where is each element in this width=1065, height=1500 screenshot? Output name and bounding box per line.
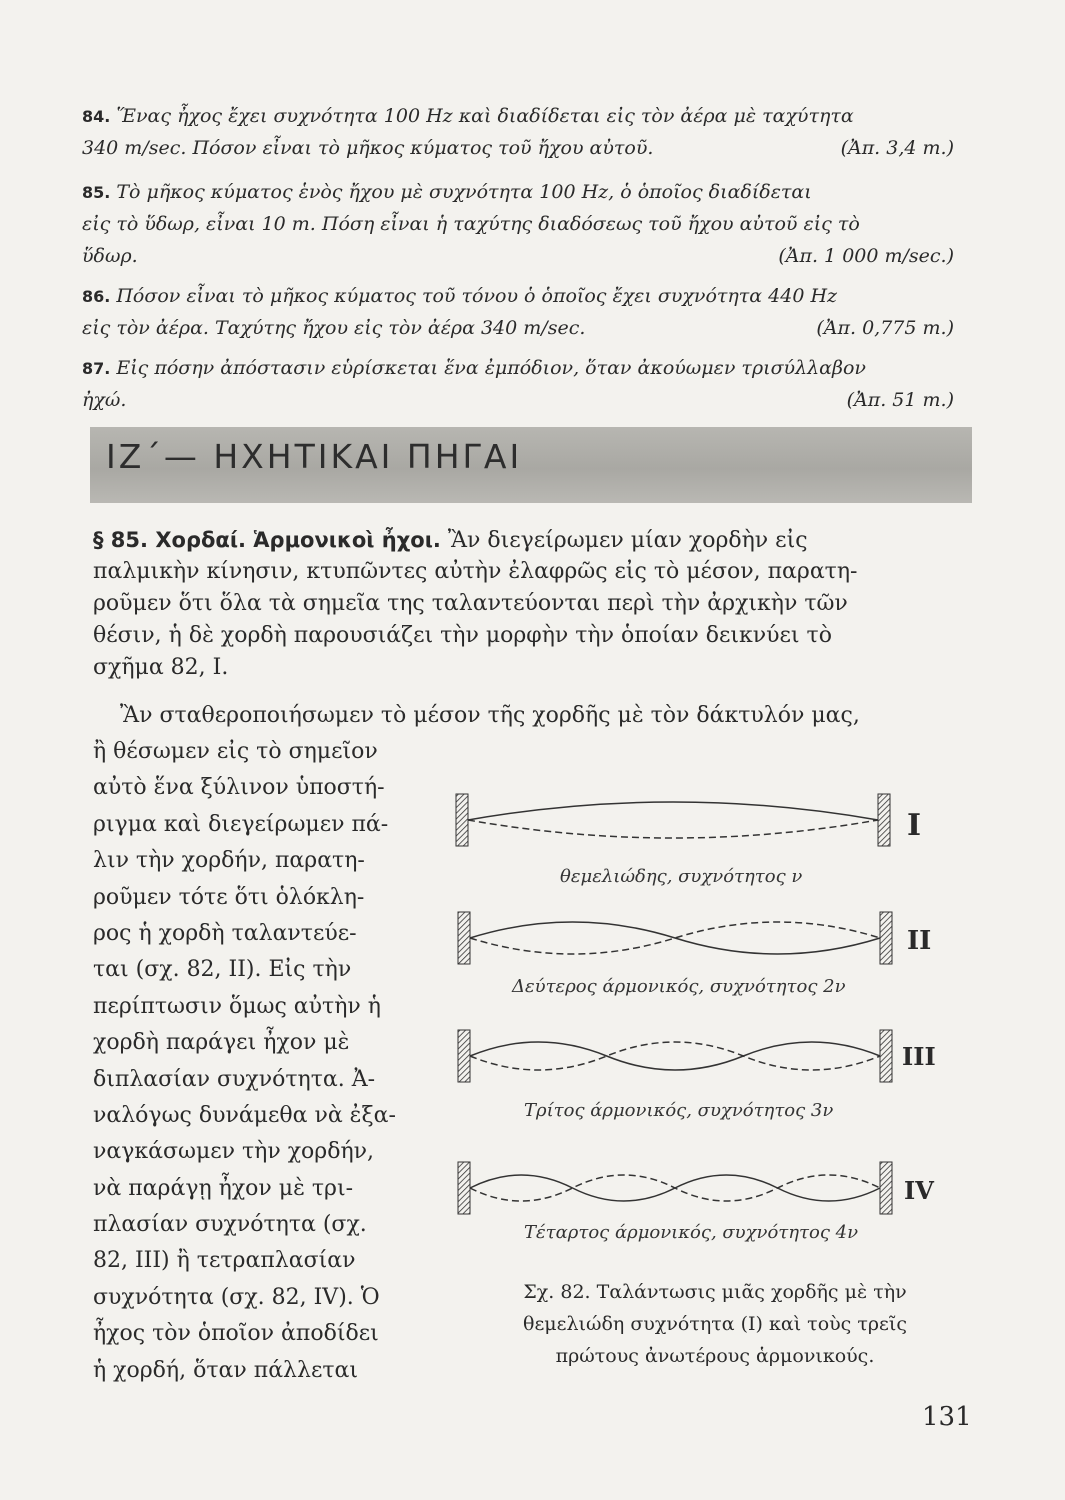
exercise-text: 340 m/sec. Πόσον εἶναι τὸ μῆκος κύματος τοῦ ἤχου αὐτοῦ.	[82, 137, 654, 159]
paragraph-85	[93, 524, 963, 684]
exercise-answer: (Ἀπ. 1 000 m/sec.)	[778, 245, 954, 267]
left-clamp	[458, 1162, 470, 1214]
figure-caption	[485, 1276, 945, 1372]
text-line: αὐτὸ ἕνα ξύλινον ὑποστή-	[93, 775, 385, 801]
exercise-85	[82, 176, 954, 272]
exercise-line	[82, 280, 954, 312]
exercise-line	[82, 132, 954, 164]
exercise-number: 87.	[82, 359, 111, 378]
exercise-line	[82, 384, 954, 416]
paragraph-2-column	[93, 734, 433, 1389]
text-line: παλμικὴν κίνησιν, κτυπῶντες αὐτὴν ἐλαφρῶς εἰς τὸ μέσον, παρατη-	[93, 559, 858, 584]
panel-numeral-3: III	[902, 1042, 936, 1071]
section-banner	[90, 427, 972, 503]
string-vibration-diagram	[440, 778, 960, 1268]
exercise-number: 85.	[82, 183, 111, 202]
caption-line: πρώτους ἀνωτέρους ἁρμονικούς.	[555, 1345, 875, 1367]
exercise-text: ὕδωρ.	[82, 245, 138, 267]
text-line: διπλασίαν συχνότητα. Ἀ-	[93, 1066, 376, 1092]
text-line: ροῦμεν τότε ὅτι ὁλόκλη-	[93, 884, 365, 910]
caption-line: θεμελιώδη συχνότητα (Ι) καὶ τοὺς τρεῖς	[523, 1313, 907, 1335]
exercise-answer: (Ἀπ. 51 m.)	[846, 389, 954, 411]
string-solid-position	[470, 922, 880, 954]
string-dashed-position	[470, 1175, 880, 1201]
exercise-text: Τὸ μῆκος κύματος ἑνὸς ἤχου μὲ συχνότητα 100 Hz, ὁ ὁποῖος διαδίδεται	[116, 181, 812, 203]
exercise-text: εἰς τὸ ὕδωρ, εἶναι 10 m. Πόση εἶναι ἡ ταχύτης διαδόσεως τοῦ ἤχου αὐτοῦ εἰς τὸ	[82, 213, 860, 235]
figure-82-string-harmonics	[440, 778, 960, 1268]
exercise-text: ἠχώ.	[82, 389, 127, 411]
text-line: λιν τὴν χορδήν, παρατη-	[93, 848, 365, 874]
left-clamp	[458, 1030, 470, 1082]
exercise-answer: (Ἀπ. 3,4 m.)	[840, 137, 954, 159]
section-title: ΙΖ΄— ΗΧΗΤΙΚΑΙ ΠΗΓΑΙ	[106, 437, 523, 476]
exercise-number: 84.	[82, 107, 111, 126]
text-line: 82, ΙΙΙ) ἢ τετραπλασίαν	[93, 1248, 356, 1274]
exercise-text: εἰς τὸν ἀέρα. Ταχύτης ἤχου εἰς τὸν ἀέρα 340 m/sec.	[82, 317, 586, 339]
text-line: ναγκάσωμεν τὴν χορδήν,	[93, 1139, 375, 1165]
text-line: ται (σχ. 82, ΙΙ). Εἰς τὴν	[93, 957, 352, 983]
text-line: Ἂν σταθεροποιήσωμεν τὸ μέσον τῆς χορδῆς μὲ τὸν δάκτυλόν μας,	[120, 703, 860, 728]
panel-label-1: θεμελιώδης, συχνότητος ν	[560, 866, 803, 887]
text-line: συχνότητα (σχ. 82, ΙV). Ὁ	[93, 1284, 380, 1310]
panel-label-4: Τέταρτος άρμονικός, συχνότητος 4ν	[524, 1222, 859, 1243]
text-line: θέσιν, ἡ δὲ χορδὴ παρουσιάζει τὴν μορφὴν τὴν ὁποίαν δεικνύει τὸ	[93, 623, 832, 648]
harmonic-panels	[456, 794, 892, 1214]
text-line: ἦχος τὸν ὁποῖον ἀποδίδει	[93, 1321, 379, 1347]
panel-numeral-4: IV	[904, 1176, 934, 1205]
text-line: πλασίαν συχνότητα (σχ.	[93, 1212, 367, 1238]
exercise-line	[82, 208, 954, 240]
text-line: περίπτωσιν ὅμως αὐτὴν ἡ	[93, 993, 381, 1019]
panel-numeral-1: I	[907, 808, 922, 843]
text-line: ἡ χορδή, ὅταν πάλλεται	[93, 1357, 358, 1383]
exercise-line	[82, 100, 954, 132]
panel-numeral-2: II	[907, 926, 932, 956]
exercise-line	[82, 312, 954, 344]
exercise-87	[82, 352, 954, 416]
text-line: ρος ἡ χορδὴ ταλαντεύε-	[93, 920, 357, 946]
text-segment: Ἂν διεγείρωμεν μίαν χορδὴν εἰς	[447, 528, 808, 553]
paragraph-heading: § 85. Χορδαί. Ἁρμονικοὶ ἦχοι.	[93, 528, 441, 552]
exercise-84	[82, 100, 954, 164]
text-line	[93, 524, 963, 556]
text-line: σχῆμα 82, Ι.	[93, 655, 229, 680]
text-line: ροῦμεν ὅτι ὅλα τὰ σημεῖα της ταλαντεύονται περὶ τὴν ἀρχικὴν τῶν	[93, 591, 848, 616]
exercise-86	[82, 280, 954, 344]
right-clamp	[878, 794, 890, 846]
panel-label-3: Τρίτος άρμονικός, συχνότητος 3ν	[524, 1100, 834, 1121]
string-solid-position	[468, 802, 878, 820]
left-clamp	[456, 794, 468, 846]
page-number: 131	[922, 1402, 972, 1432]
string-solid-position	[470, 1042, 880, 1070]
right-clamp	[880, 1162, 892, 1214]
string-dashed-position	[470, 1042, 880, 1070]
right-clamp	[880, 912, 892, 964]
text-line: ναλόγως δυνάμεθα νὰ ἐξα-	[93, 1102, 396, 1128]
text-line: νὰ παράγῃ ἦχον μὲ τρι-	[93, 1175, 354, 1201]
exercise-text: Ἕνας ἦχος ἔχει συχνότητα 100 Hz καὶ διαδίδεται εἰς τὸν ἀέρα μὲ ταχύτητα	[116, 105, 854, 127]
caption-line: Σχ. 82. Ταλάντωσις μιᾶς χορδῆς μὲ τὴν	[523, 1281, 907, 1303]
string-dashed-position	[468, 820, 878, 838]
exercise-number: 86.	[82, 287, 111, 306]
text-line: χορδὴ παράγει ἦχον μὲ	[93, 1030, 350, 1056]
left-clamp	[458, 912, 470, 964]
text-line: ἢ θέσωμεν εἰς τὸ σημεῖον	[93, 739, 378, 764]
exercise-text: Πόσον εἶναι τὸ μῆκος κύματος τοῦ τόνου ὁ ὁποῖος ἔχει συχνότητα 440 Hz	[116, 285, 838, 307]
exercise-line	[82, 352, 954, 384]
panel-label-2: Δεύτερος άρμονικός, συχνότητος 2ν	[512, 976, 846, 997]
exercise-line	[82, 240, 954, 272]
right-clamp	[880, 1030, 892, 1082]
paragraph-2-first-line	[120, 700, 970, 732]
exercise-line	[82, 176, 954, 208]
exercise-answer: (Ἀπ. 0,775 m.)	[816, 317, 954, 339]
text-line: ριγμα καὶ διεγείρωμεν πά-	[93, 811, 389, 837]
exercise-text: Εἰς πόσην ἀπόστασιν εὑρίσκεται ἕνα ἐμπόδιον, ὅταν ἀκούωμεν τρισύλλαβον	[116, 357, 866, 379]
